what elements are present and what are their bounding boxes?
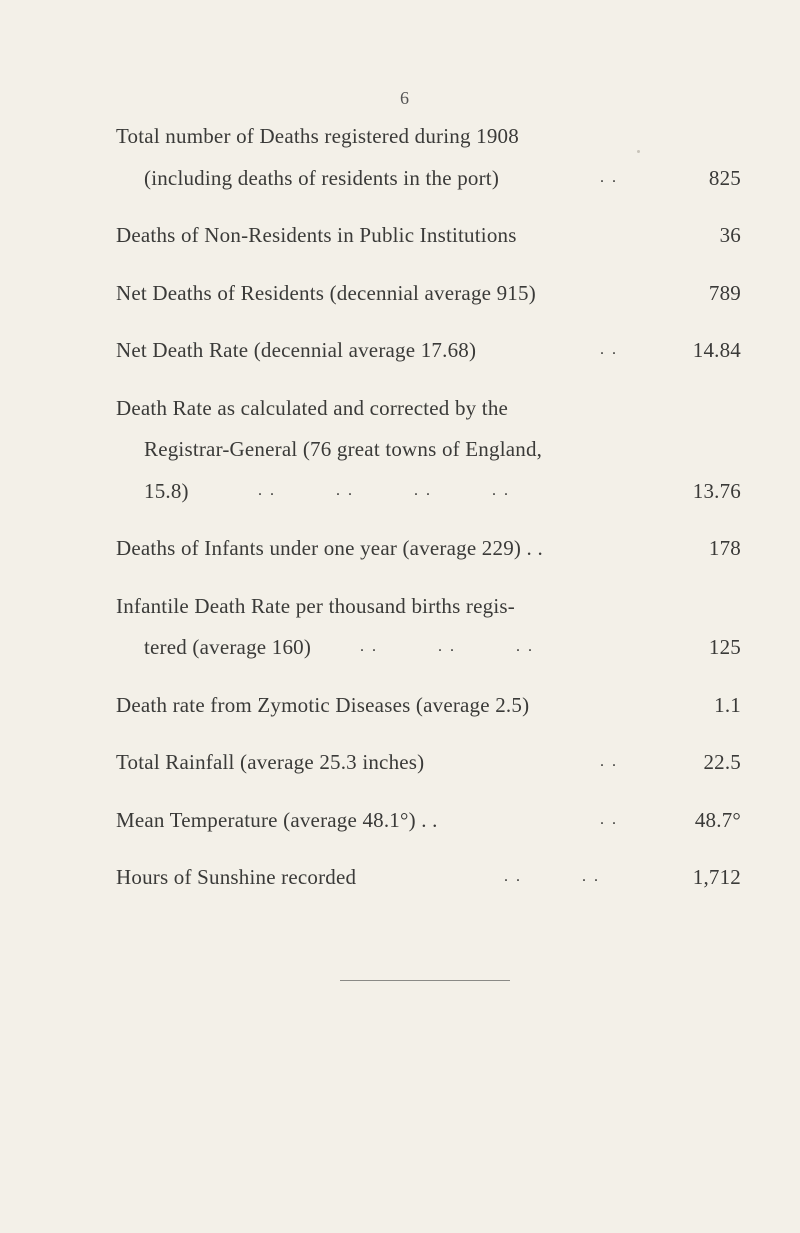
stat-label-line: Net Death Rate (decennial average 17.68) [116,338,477,362]
stat-label-line: Total Rainfall (average 25.3 inches) [116,750,425,774]
stat-value: 825 [708,165,741,190]
stat-label-line-wrap [116,633,741,675]
stat-row-net-deaths [116,279,741,321]
stat-label-line-wrap [116,806,741,848]
page-number: 6 [400,88,409,108]
leader-dots: . . . . . . . . [258,481,510,499]
leader-dots: . . [600,341,618,358]
stat-label-line: Net Deaths of Residents (decennial average 915) [116,280,536,305]
stat-label-line-wrap [116,477,741,519]
stat-label-line: Mean Temperature (average 48.1°) . . [116,807,438,832]
leader-dots: . . [600,753,618,770]
stat-label-line-wrap [116,863,741,905]
stat-value: 789 [708,280,741,305]
stat-value: 1,712 [692,865,741,889]
stat-label-line-wrap [116,691,741,733]
stat-value: 14.84 [692,338,741,362]
stat-label-line-wrap [116,279,741,321]
stat-label-line-wrap [116,748,741,790]
footer-rule [340,980,510,981]
stat-label-line: Infantile Death Rate per thousand births regis- [116,593,515,618]
stat-value: 178 [708,536,741,560]
stat-label-line-wrap [116,221,741,263]
stat-row-rainfall [116,748,741,790]
stat-row-sunshine [116,863,741,905]
stat-value: 22.5 [703,750,741,774]
stat-label-line: Hours of Sunshine recorded [116,865,357,889]
leader-dots: . . [600,810,618,828]
stat-label-line: Deaths of Non-Residents in Public Institutions [116,223,517,247]
stat-row-zymotic [116,691,741,733]
statistics-table [116,122,741,905]
stat-row-infantile-death-rate [116,592,741,675]
leader-dots: . . . . [504,868,600,885]
stat-row-non-residents [116,221,741,263]
stat-label-line-wrap [116,534,741,576]
stat-row-infant-deaths [116,534,741,576]
stat-value: 13.76 [692,478,741,503]
stat-label-line: Death rate from Zymotic Diseases (average 2.5) [116,692,530,717]
stat-value: 125 [708,635,741,659]
stat-value: 36 [719,223,741,247]
stat-label-line: Total number of Deaths registered during 1908 [116,124,519,148]
stat-label-line: Deaths of Infants under one year (average 229) . . [116,536,543,560]
stat-value: 48.7° [694,807,741,832]
stat-label-line: Registrar-General (76 great towns of England, [144,437,543,461]
stat-row-registrar-general [116,394,741,519]
leader-dots: . . [600,168,618,186]
stat-label-line: 15.8) [144,478,189,503]
stat-row-total-deaths [116,122,741,205]
paper-speck [637,150,640,153]
stat-value: 1.1 [714,692,741,717]
stat-label-line-wrap [116,164,741,206]
stat-row-temperature [116,806,741,848]
stat-label-line: tered (average 160) [144,635,312,659]
leader-dots: . . . . . . [360,638,534,655]
stat-label-line: (including deaths of residents in the port) [144,165,500,190]
stat-label-line-wrap [116,336,741,378]
stat-label-line: Death Rate as calculated and corrected by the [116,395,509,420]
stat-row-net-death-rate [116,336,741,378]
